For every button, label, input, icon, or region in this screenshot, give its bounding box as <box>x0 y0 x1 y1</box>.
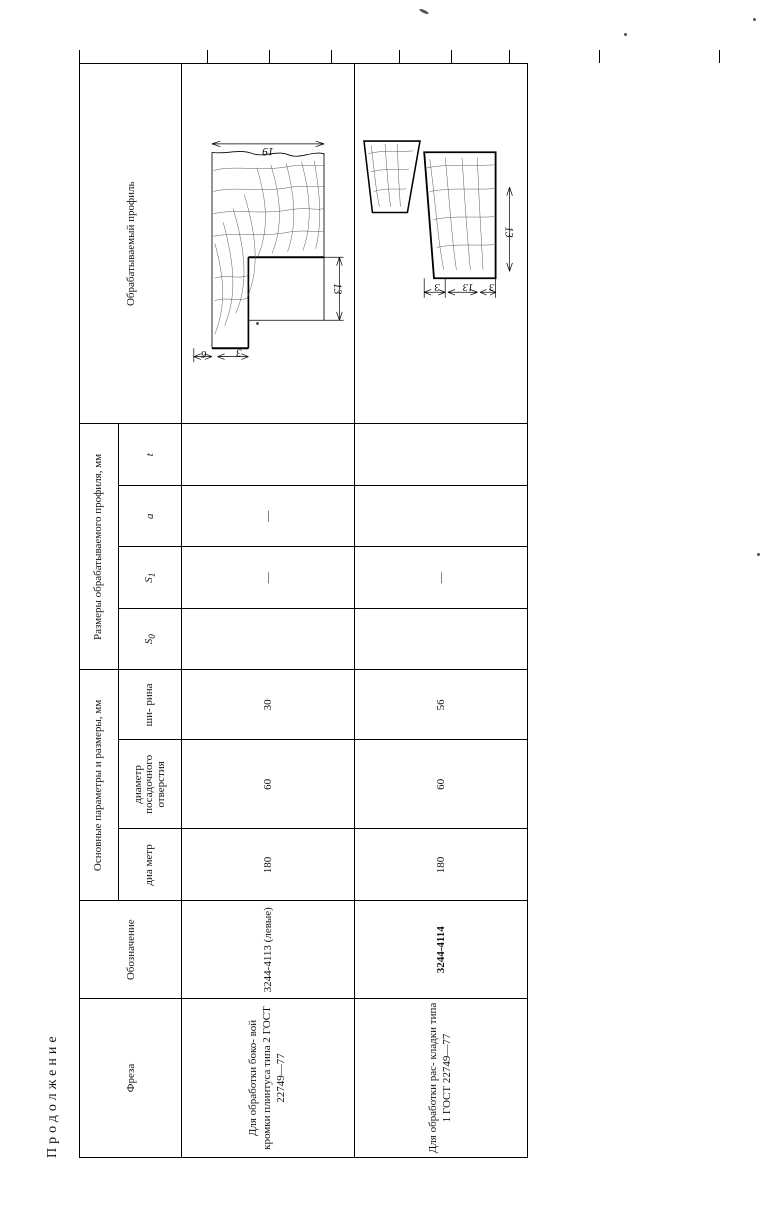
header-diameter: диа метр <box>119 828 182 900</box>
cell-cutter-description: Для обработки боко- вой кромки плинтуса типа 2 ГОСТ 22749—77 <box>182 998 355 1157</box>
header-s0-sub: 0 <box>147 633 158 639</box>
cell-bore-diameter: 60 <box>355 739 528 828</box>
dim-label-19: 19 <box>262 145 274 158</box>
cutters-table <box>79 63 528 1158</box>
header-s0 <box>119 608 182 669</box>
table-row <box>182 63 355 1157</box>
dim-label-13: 13 <box>330 283 343 295</box>
dim-label-3: 3 <box>236 346 242 358</box>
cell-designation: 3244-4114 <box>355 900 528 998</box>
cell-t <box>355 423 528 484</box>
cell-designation: 3244-4113 (левые) <box>182 900 355 998</box>
header-bore-diameter: диаметр посадочного отверстия <box>119 739 182 828</box>
header-main-params-group: Основные параметры и размеры, мм <box>80 669 119 900</box>
continuation-label: Продолжение <box>45 1031 60 1158</box>
cell-s1: — <box>182 546 355 607</box>
header-t: t <box>119 423 182 484</box>
rotated-table-container <box>39 48 739 1158</box>
cell-width: 56 <box>355 669 528 739</box>
cell-a <box>355 485 528 546</box>
cell-a: — <box>182 485 355 546</box>
cell-s0 <box>182 608 355 669</box>
table-header-row-top <box>80 63 119 1157</box>
dim-label-3-top: 3 <box>434 280 440 292</box>
header-s0-text: S <box>142 638 155 644</box>
cell-diameter: 180 <box>182 828 355 900</box>
scan-speck <box>624 33 627 36</box>
cell-bore-diameter: 60 <box>182 739 355 828</box>
dim-label-13-mid: 13 <box>462 280 474 292</box>
scan-speck <box>419 8 429 15</box>
profile-diagram-1 <box>184 67 352 420</box>
cell-width: 30 <box>182 669 355 739</box>
cell-profile-drawing-2 <box>355 63 528 423</box>
table-row <box>355 63 528 1157</box>
profile-diagram-2 <box>357 67 525 420</box>
header-a: a <box>119 485 182 546</box>
header-processed-profile: Обрабатываемый профиль <box>80 63 182 423</box>
header-cutter: Фреза <box>80 998 182 1157</box>
cell-t <box>182 423 355 484</box>
cell-s1: — <box>355 546 528 607</box>
header-designation: Обозначение <box>80 900 182 998</box>
dim-label-3-bottom: 3 <box>488 280 495 292</box>
header-profile-sizes-group: Размеры обрабатываемого профиля, мм <box>80 423 119 669</box>
header-width: ши- рина <box>119 669 182 739</box>
cell-profile-drawing-1 <box>182 63 355 423</box>
page-edge-ticks <box>79 49 719 63</box>
cell-diameter: 180 <box>355 828 528 900</box>
header-s1-sub: 1 <box>147 572 158 577</box>
scan-speck <box>753 18 756 21</box>
dim-label-13-bottom: 13 <box>502 226 515 238</box>
cell-cutter-description: Для обработки рас- кладки типа 1 ГОСТ 22749—77 <box>355 998 528 1157</box>
cell-s0 <box>355 608 528 669</box>
dim-label-6: 6 <box>201 348 207 360</box>
header-s1-text: S <box>142 576 155 583</box>
header-s1 <box>119 546 182 607</box>
scan-speck <box>757 553 760 556</box>
